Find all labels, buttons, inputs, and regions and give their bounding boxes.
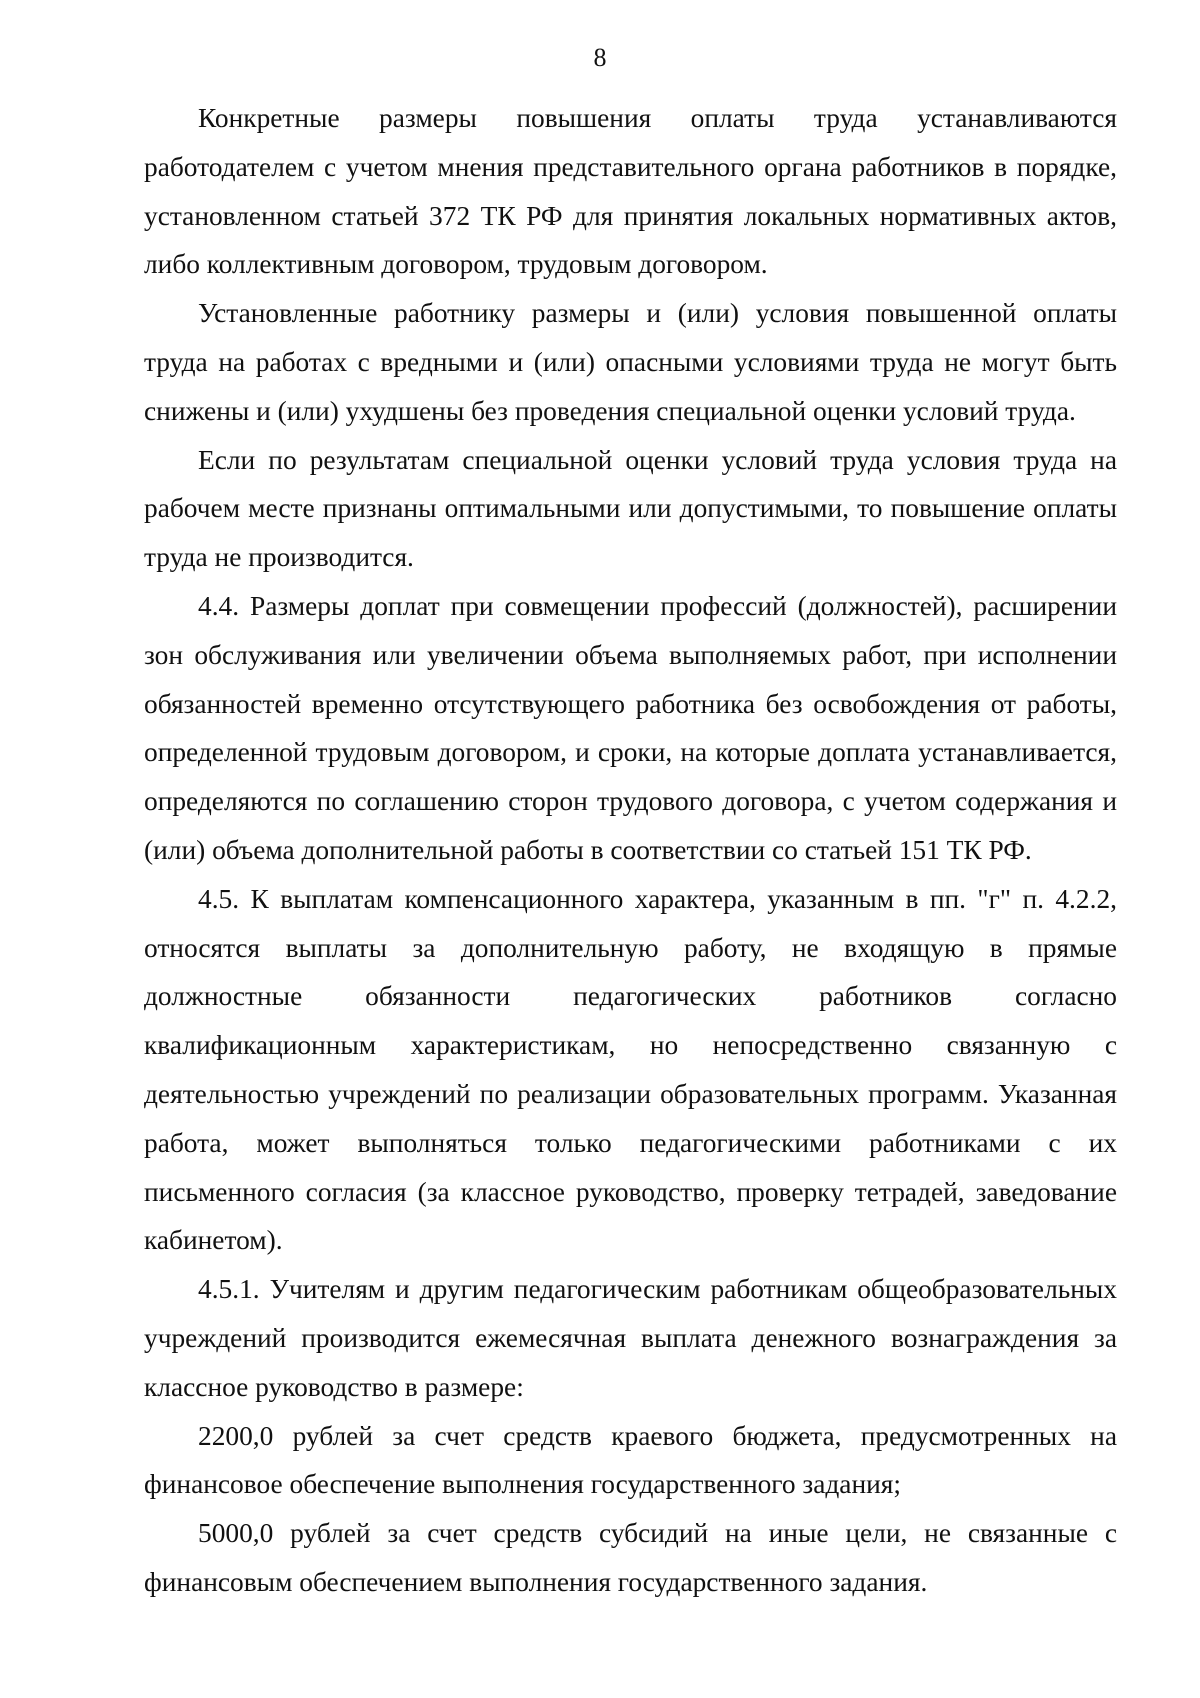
paragraph-section-4-5: 4.5. К выплатам компенсационного характера, указанным в пп. "г" п. 4.2.2, относятся выплаты за дополнительную работу, не входящую в прямые должностные обязанности педагогических работников согласно квалификационным характеристикам, но непосредственно связанную с деятельностью учреждений по реализации образовательных программ. Указанная работа, может выполняться только педагогическими работниками с их письменного согласия (за классное руководство, проверку тетрадей, заведование кабинетом). xyxy=(144,883,1117,1256)
paragraph-subsidy-payment: 5000,0 рублей за счет средств субсидий на иные цели, не связанные с финансовым обеспечением выполнения государственного задания. xyxy=(144,1518,1117,1597)
paragraph-pay-conditions: Установленные работнику размеры и (или) условия повышенной оплаты труда на работах с вредными и (или) опасными условиями труда не могут быть снижены и (или) ухудшены без проведения специальной оценки условий труда. xyxy=(144,298,1117,426)
paragraph-pay-increase-amounts: Конкретные размеры повышения оплаты труда устанавливаются работодателем с учетом мнения представительного органа работников в порядке, установленном статьей 372 ТК РФ для принятия локальных нормативных актов, либо коллективным договором, трудовым договором. xyxy=(144,103,1117,280)
document-body xyxy=(144,94,1117,1607)
paragraph-regional-budget-payment: 2200,0 рублей за счет средств краевого бюджета, предусмотренных на финансовое обеспечение выполнения государственного задания; xyxy=(144,1420,1117,1500)
paragraph-section-4-5-1: 4.5.1. Учителям и другим педагогическим работникам общеобразовательных учреждений производится ежемесячная выплата денежного вознаграждения за классное руководство в размере: xyxy=(144,1274,1117,1402)
page-number: 8 xyxy=(593,43,607,72)
paragraph-assessment-result: Если по результатам специальной оценки условий труда условия труда на рабочем месте признаны оптимальными или допустимыми, то повышение оплаты труда не производится. xyxy=(144,444,1117,573)
paragraph-section-4-4: 4.4. Размеры доплат при совмещении профессий (должностей), расширении зон обслуживания или увеличении объема выполняемых работ, при исполнении обязанностей временно отсутствующего работника без освобождения от работы, определенной трудовым договором, и сроки, на которые доплата устанавливается, определяются по соглашению сторон трудового договора, с учетом содержания и (или) объема дополнительной работы в соответствии со статьей 151 ТК РФ. xyxy=(144,590,1117,865)
